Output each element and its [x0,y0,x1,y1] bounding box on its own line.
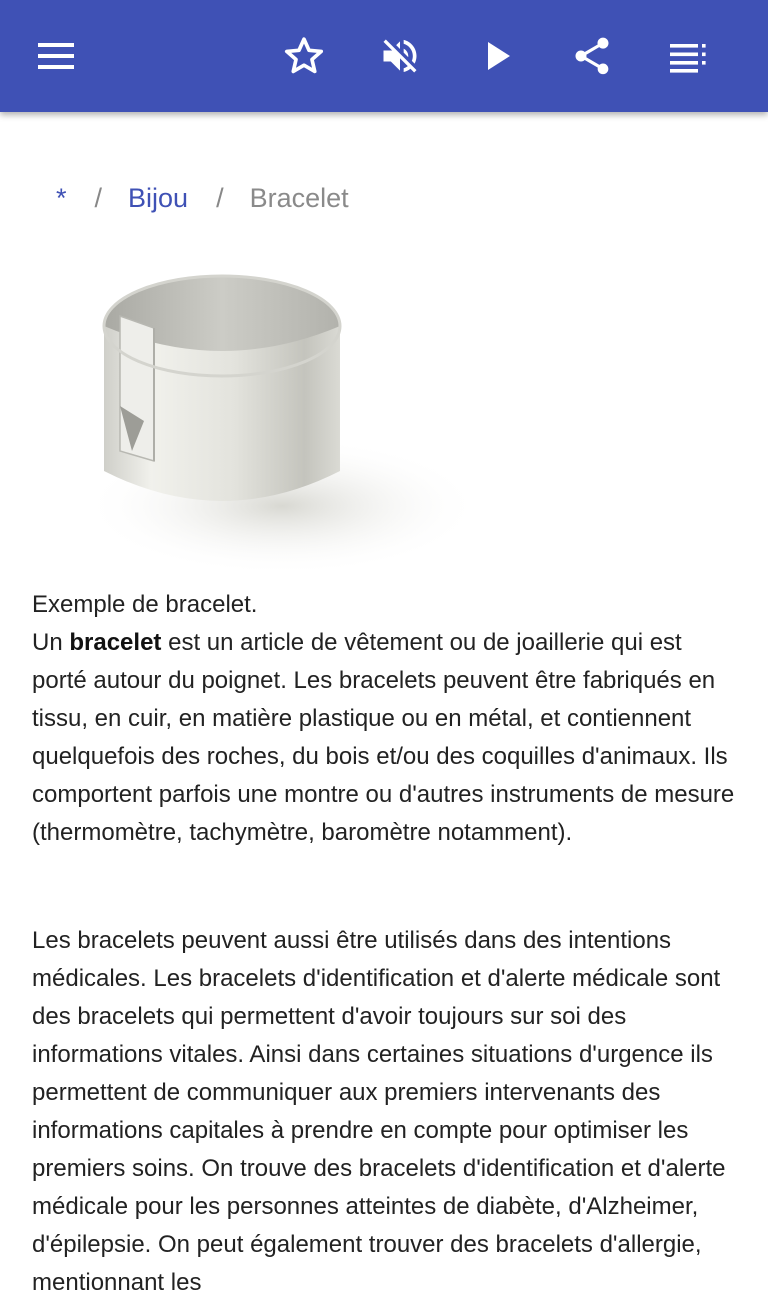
play-icon [478,36,518,76]
article-keyword: bracelet [69,629,162,656]
image-caption: Exemple de bracelet. [32,591,258,618]
volume-off-icon [378,34,422,78]
breadcrumb-home-link[interactable]: * [56,183,67,213]
share-icon [570,34,614,78]
playlist-button[interactable] [656,24,720,88]
paragraph-text: est un article de vêtement ou de joaillerie qui est porté autour du poignet. Les bracelets peuvent être fabriqués en tissu, en cuir, en matière plastique ou en métal, et contiennent quelquefois des roches, du bois et/ou des coquilles d'animaux. Ils comportent parfois une montre ou d'autres instruments de mesure (thermomètre, tachymètre, baromètre notamment). [32,629,735,846]
play-button[interactable] [466,24,530,88]
breadcrumb-parent-link[interactable]: Bijou [128,183,189,213]
breadcrumb-separator: / [94,183,103,213]
mute-button[interactable] [368,24,432,88]
favorite-button[interactable] [272,24,336,88]
article-paragraph [32,624,742,852]
menu-icon [36,36,76,76]
breadcrumb-separator: / [216,183,224,213]
playlist-icon [668,36,708,76]
app-bar [0,0,768,112]
breadcrumb [56,180,349,216]
breadcrumb-current: Bracelet [249,183,349,213]
star-outline-icon [282,34,326,78]
menu-button[interactable] [24,24,88,88]
article-paragraph: Les bracelets peuvent aussi être utilisés dans des intentions médicales. Les bracelets d'identification et d'alerte médicale sont des bracelets qui permettent d'avoir toujours sur soi des informations vitales. Ainsi dans certaines situations d'urgence ils permettent de communiquer aux premiers intervenants des informations capitales à prendre en compte pour optimiser les premiers soins. On trouve des bracelets d'identification et d'alerte médicale pour les personnes atteintes de diabète, d'Alzheimer, d'épilepsie. On peut également trouver des bracelets d'allergie, mentionnant les [32,927,726,1296]
article-content [0,112,768,1296]
share-button[interactable] [560,24,624,88]
paragraph-text: Un [32,629,70,656]
bracelet-image[interactable] [32,256,472,576]
